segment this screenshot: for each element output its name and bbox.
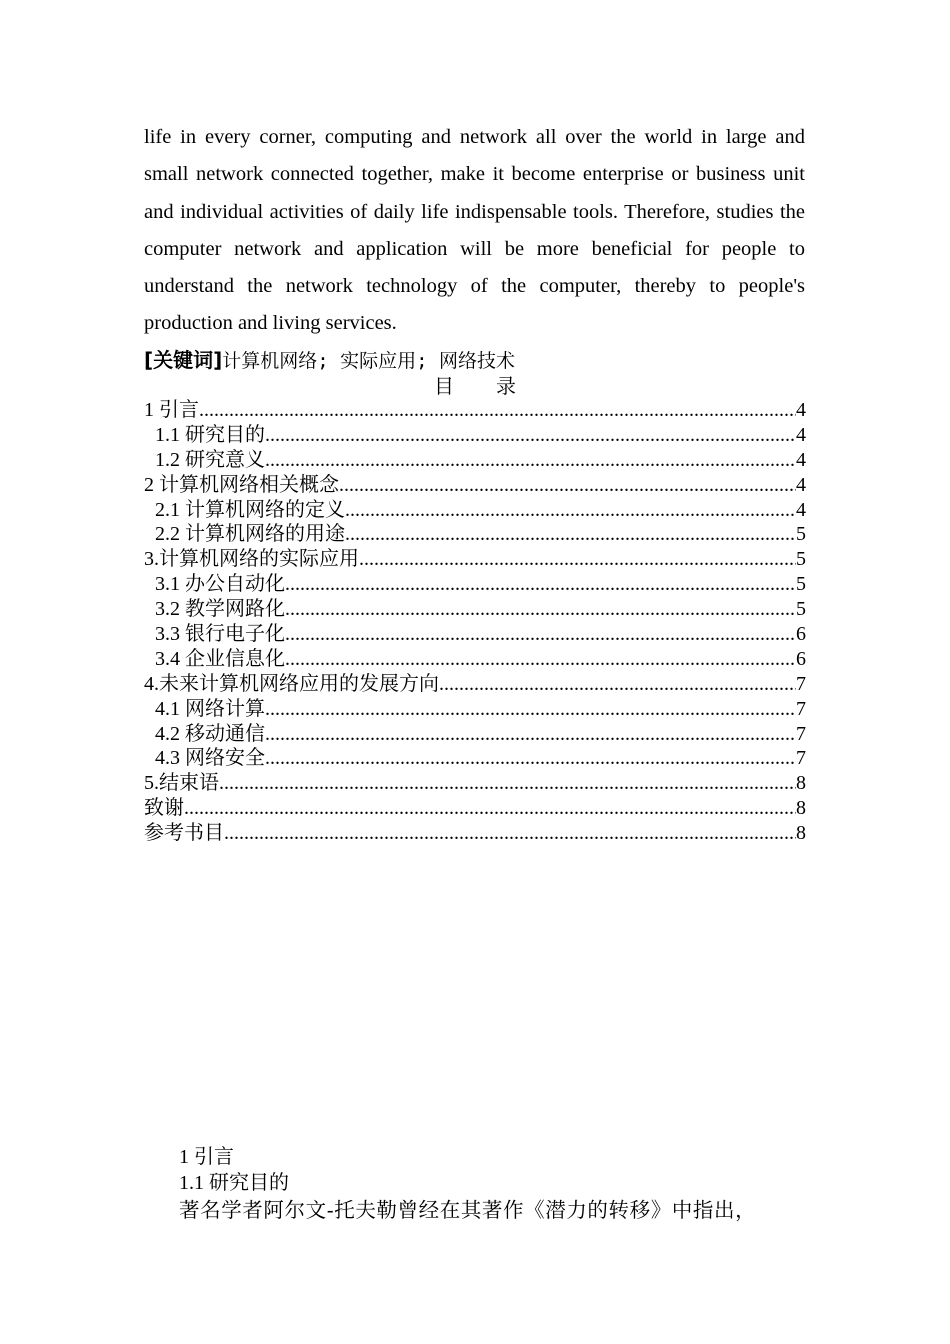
- toc-entry-page: 4: [796, 399, 806, 421]
- toc-leader-dots: [359, 547, 796, 572]
- toc-entry-page: 7: [796, 697, 806, 720]
- abstract-english-text: life in every corner, computing and network all over the world in large and small network connected together, make it become enterprise or business unit and individual activities of daily life indispensable tools. Therefore, studies the computer network and application will be more beneficial for people to understand the network technology of the computer, thereby to people's production and living services.: [144, 126, 805, 335]
- toc-entry-label: 3.计算机网络的实际应用: [144, 548, 359, 571]
- toc-entry-label: 3.1 办公自动化: [155, 573, 285, 596]
- keywords-line: [144, 346, 805, 375]
- toc-leader-dots: [199, 398, 796, 423]
- toc-entry[interactable]: [144, 597, 806, 622]
- toc-entry-label: 1 引言: [144, 399, 199, 421]
- toc-leader-dots: [224, 821, 796, 846]
- toc-leader-dots: [265, 423, 796, 448]
- toc-entry-page: 5: [796, 523, 806, 546]
- table-of-contents: [144, 398, 806, 846]
- body-introduction: [179, 1144, 819, 1224]
- toc-title-left: 目: [434, 374, 454, 398]
- toc-leader-dots: [265, 746, 796, 771]
- toc-entry-label: 2 计算机网络相关概念: [144, 473, 339, 496]
- toc-entry-label: 4.1 网络计算: [155, 697, 265, 720]
- toc-leader-dots: [184, 796, 796, 821]
- toc-entry-page: 5: [796, 548, 806, 571]
- toc-entry-page: 8: [796, 822, 806, 845]
- toc-entry-label: 5.结束语: [144, 772, 219, 795]
- toc-leader-dots: [339, 473, 796, 498]
- toc-entry-label: 1.1 研究目的: [155, 423, 265, 446]
- toc-leader-dots: [265, 722, 796, 747]
- toc-entry[interactable]: [144, 796, 806, 821]
- toc-entry-page: 7: [796, 672, 806, 695]
- toc-entry-page: 4: [796, 448, 806, 471]
- toc-entry-label: 参考书目: [144, 822, 224, 845]
- toc-leader-dots: [265, 697, 796, 722]
- section-heading-1-1: 1.1 研究目的: [179, 1172, 289, 1194]
- toc-leader-dots: [345, 498, 796, 523]
- toc-leader-dots: [439, 672, 796, 697]
- toc-entry-page: 5: [796, 598, 806, 621]
- keywords-label: [关键词]: [144, 348, 223, 372]
- toc-entry[interactable]: [144, 672, 806, 697]
- toc-leader-dots: [285, 647, 796, 672]
- toc-entry[interactable]: [144, 821, 806, 846]
- toc-entry[interactable]: [144, 423, 806, 448]
- toc-entry-page: 4: [796, 473, 806, 496]
- toc-leader-dots: [265, 448, 796, 473]
- toc-entry-page: 4: [796, 498, 806, 521]
- toc-entry[interactable]: [144, 448, 806, 473]
- toc-entry-page: 4: [796, 423, 806, 446]
- toc-entry-page: 5: [796, 573, 806, 596]
- toc-leader-dots: [285, 622, 796, 647]
- body-paragraph: 著名学者阿尔文-托夫勒曾经在其著作《潜力的转移》中指出，: [179, 1198, 757, 1222]
- toc-leader-dots: [285, 572, 796, 597]
- keywords-value: 计算机网络; 实际应用; 网络技术: [222, 350, 516, 372]
- toc-leader-dots: [285, 597, 796, 622]
- toc-entry-page: 6: [796, 647, 806, 670]
- toc-entry-label: 2.1 计算机网络的定义: [155, 498, 345, 521]
- toc-entry-label: 3.2 教学网路化: [155, 598, 285, 621]
- toc-entry[interactable]: [144, 722, 806, 747]
- toc-entry-page: 6: [796, 623, 806, 646]
- toc-entry[interactable]: [144, 746, 806, 771]
- toc-title-right: 录: [496, 374, 516, 398]
- section-heading-1: 1 引言: [179, 1146, 234, 1168]
- toc-entry-label: 4.3 网络安全: [155, 747, 265, 770]
- toc-entry-page: 8: [796, 772, 806, 795]
- toc-entry-label: 3.4 企业信息化: [155, 647, 285, 670]
- toc-title: [0, 373, 950, 399]
- toc-entry[interactable]: [144, 522, 806, 547]
- toc-entry[interactable]: [144, 547, 806, 572]
- toc-leader-dots: [345, 522, 796, 547]
- toc-entry[interactable]: [144, 622, 806, 647]
- toc-entry[interactable]: [144, 771, 806, 796]
- toc-entry-page: 7: [796, 747, 806, 770]
- toc-entry-label: 4.2 移动通信: [155, 722, 265, 745]
- toc-entry-page: 7: [796, 722, 806, 745]
- toc-entry-label: 4.未来计算机网络应用的发展方向: [144, 672, 439, 695]
- toc-entry-label: 2.2 计算机网络的用途: [155, 523, 345, 546]
- toc-entry-page: 8: [796, 797, 806, 820]
- toc-entry-label: 致谢: [144, 797, 184, 820]
- toc-entry[interactable]: [144, 572, 806, 597]
- toc-entry[interactable]: [144, 498, 806, 523]
- toc-entry[interactable]: [144, 697, 806, 722]
- toc-entry[interactable]: [144, 473, 806, 498]
- toc-leader-dots: [219, 771, 796, 796]
- toc-entry[interactable]: [144, 647, 806, 672]
- toc-entry-label: 1.2 研究意义: [155, 448, 265, 471]
- toc-entry-label: 3.3 银行电子化: [155, 623, 285, 646]
- toc-entry[interactable]: [144, 398, 806, 423]
